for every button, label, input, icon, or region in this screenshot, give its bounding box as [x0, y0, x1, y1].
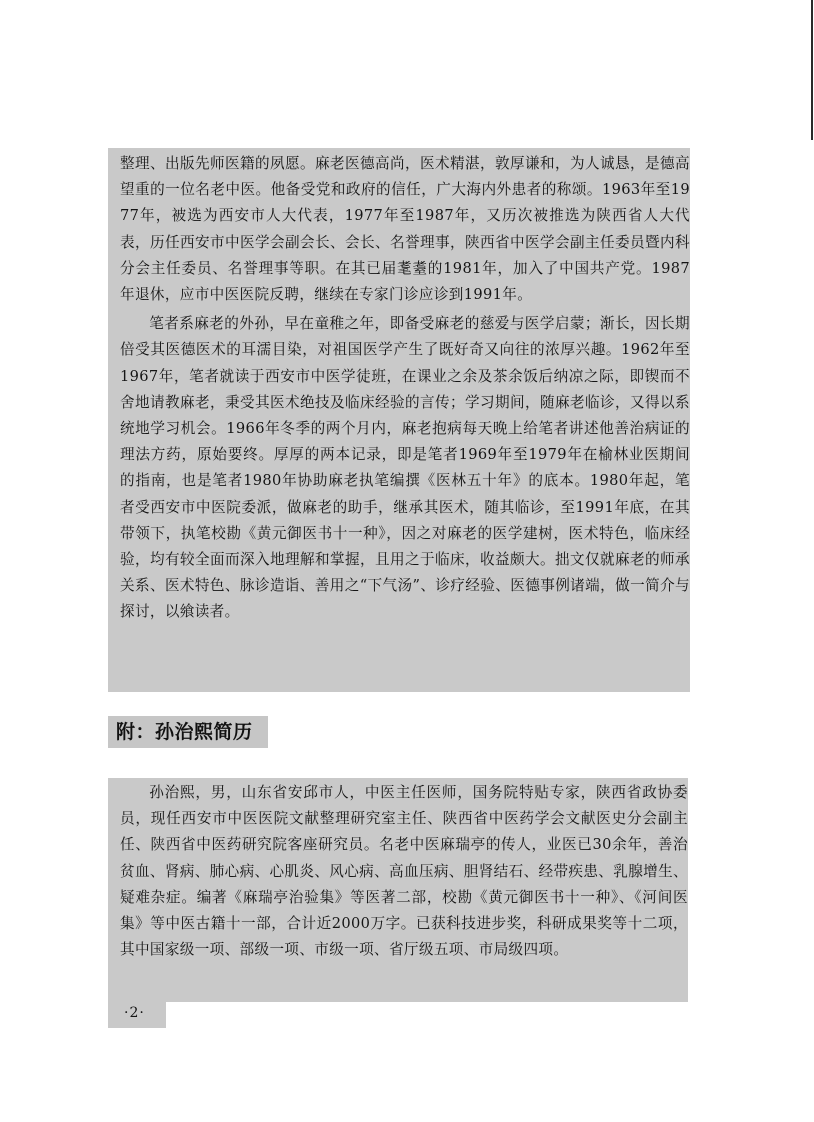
main-text-block	[108, 148, 690, 692]
biography-block	[108, 778, 688, 1002]
appendix-heading-block	[108, 716, 268, 748]
paragraph-1: 整理、出版先师医籍的夙愿。麻老医德高尚，医术精湛，敦厚谦和，为人诚恳，是德高望重的一位名老中医。他备受党和政府的信任，广大海内外患者的称颂。1963年至1977年，被选为西安市人大代表，1977年至1987年，又历次被推选为陕西省人大代表，历任西安市中医学会副会长、会长、名誉理事，陕西省中医学会副主任委员暨内科分会主任委员、名誉理事等职。在其已届耄耋的1981年，加入了中国共产党。1987年退休，应市中医医院反聘，继续在专家门诊应诊到1991年。	[120, 155, 690, 304]
page-number: ·2·	[124, 1005, 145, 1021]
biography-paragraph: 孙治熙，男，山东省安邱市人，中医主任医师，国务院特贴专家，陕西省政协委员，现任西安市中医医院文献整理研究室主任、陕西省中医药学会文献医史分会副主任、陕西省中医药研究院客座研究员。名老中医麻瑞亭的传人，业医已30余年，善治贫血、肾病、肺心病、心肌炎、风心病、高血压病、胆肾结石、经带疾患、乳腺增生、疑难杂症。编著《麻瑞亭治验集》等医著二部，校勘《黄元御医书十一种》、《河间医集》等中医古籍十一部，合计近2000万字。已获科技进步奖，科研成果奖等十二项，其中国家级一项、部级一项、市级一项、省厅级五项、市局级四项。	[120, 784, 688, 959]
page-footer	[108, 1002, 166, 1028]
appendix-heading: 附：孙治熙简历	[116, 721, 253, 743]
scan-edge-mark	[811, 0, 813, 140]
paragraph-2: 笔者系麻老的外孙，早在童稚之年，即备受麻老的慈爱与医学启蒙；渐长，因长期倍受其医德医术的耳濡目染，对祖国医学产生了既好奇又向往的浓厚兴趣。1962年至1967年，笔者就读于西安市中医学徒班，在课业之余及茶余饭后纳凉之际，即锲而不舍地请教麻老，秉受其医术绝技及临床经验的言传；学习期间，随麻老临诊，又得以系统地学习机会。1966年冬季的两个月内，麻老抱病每天晚上给笔者讲述他善治病证的理法方药，原始要终。厚厚的两本记录，即是笔者1969年至1979年在榆林业医期间的指南，也是笔者1980年协助麻老执笔编撰《医林五十年》的底本。1980年起，笔者受西安市中医院委派，做麻老的助手，继承其医术，随其临诊，至1991年底，在其带领下，执笔校勘《黄元御医书十一种》，因之对麻老的医学建树，医术特色，临床经验，均有较全面而深入地理解和掌握，且用之于临床，收益颇大。拙文仅就麻老的师承关系、医术特色、脉诊造诣、善用之“下气汤”、诊疗经验、医德事例诸端，做一简介与探讨，以飨读者。	[120, 315, 690, 621]
